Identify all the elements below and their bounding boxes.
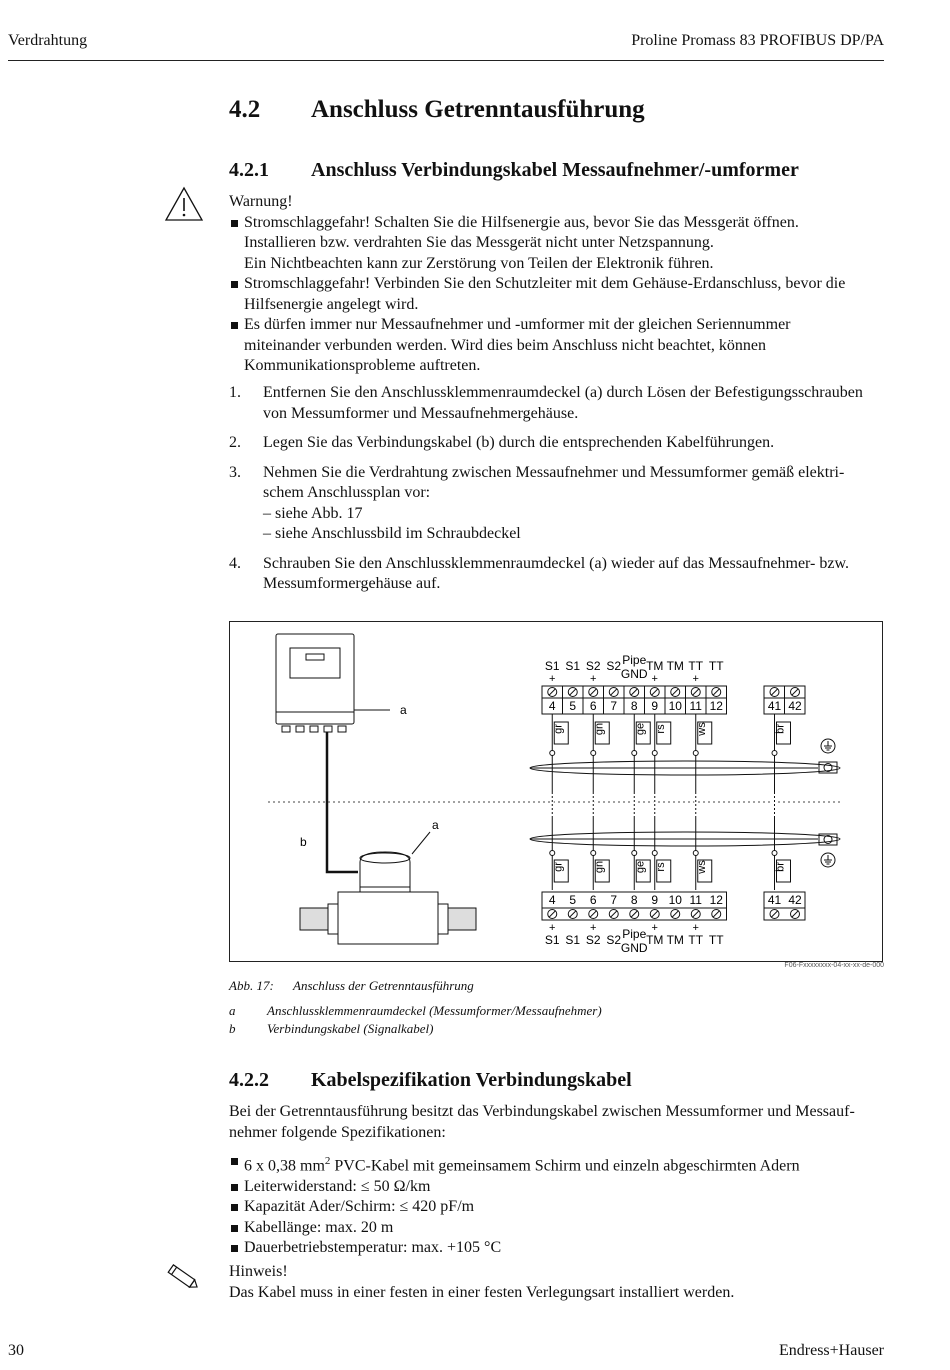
screw-slot	[570, 911, 576, 917]
terminal-number: 11	[689, 893, 702, 907]
screw-slot	[772, 911, 778, 917]
bullet-line: Stromschlaggefahr! Schalten Sie die Hilfsenergie aus, bevor Sie das Messgerät öffnen.	[244, 213, 799, 231]
plus-sign: +	[651, 922, 658, 934]
signal-label: TM	[646, 933, 664, 947]
gnd-label: GND	[620, 667, 648, 681]
signal-label: TT	[708, 659, 724, 673]
subsection-heading-2	[229, 1069, 632, 1092]
spec-item: Dauerbetriebstemperatur: max. +105 °C	[229, 1238, 884, 1259]
signal-label: S1	[565, 933, 581, 947]
subsection-title: Anschluss Verbindungskabel Messaufnehmer/-umformer	[311, 159, 799, 181]
step-number: 1.	[229, 384, 241, 401]
wire-color-label: ws	[695, 722, 708, 736]
wire-color-label: rs	[654, 724, 667, 734]
wiring-figure	[229, 621, 883, 962]
spec-item	[229, 1151, 884, 1177]
terminal-number: 9	[651, 699, 659, 713]
wire-color-label: gr	[552, 724, 565, 734]
wire-color-label: gr	[552, 862, 565, 872]
steps-list	[229, 383, 884, 604]
legend-key: b	[229, 1021, 236, 1036]
wire-color-label: gn	[593, 860, 606, 874]
subsection-title: Kabelspezifikation Verbindungskabel	[311, 1069, 632, 1091]
step-line: Entfernen Sie den Anschlussklemmenraumdeckel (a) durch Lösen der Befestigungsschrauben	[263, 384, 863, 401]
step-line: schem Anschlussplan vor:	[263, 484, 431, 501]
plus-sign: +	[692, 922, 699, 934]
step-item	[229, 463, 884, 545]
terminal-number: 12	[709, 699, 723, 713]
bullet-line: miteinander verbunden werden. Wird dies beim Anschluss nicht beachtet, können	[244, 336, 767, 354]
transmitter-housing	[276, 634, 390, 732]
caption-number: Abb. 17:	[229, 978, 274, 993]
signal-label: S2	[606, 659, 622, 673]
spec-item: Kabellänge: max. 20 m	[229, 1218, 884, 1239]
bullet-line: Hilfsenergie angelegt wird.	[244, 295, 419, 313]
terminal-number: 11	[689, 699, 702, 713]
signal-label: TT	[688, 933, 704, 947]
wire-color-label: ge	[634, 860, 647, 874]
bullet-line: Es dürfen immer nur Messaufnehmer und -umformer mit der gleichen Seriennummer	[244, 316, 791, 333]
plus-sign: +	[549, 922, 556, 934]
step-line: Legen Sie das Verbindungskabel (b) durch die entsprechenden Kabelführungen.	[263, 434, 775, 451]
screw-slot	[713, 911, 719, 917]
wire-color-label: rs	[654, 862, 667, 872]
subsection-number: 4.2.1	[229, 159, 269, 181]
spec-item: Kapazität Ader/Schirm: ≤ 420 pF/m	[229, 1197, 884, 1218]
terminal-number: 41	[767, 699, 782, 713]
wire-junction	[693, 751, 698, 756]
note-block	[229, 1262, 884, 1303]
spec-item: Leiterwiderstand: ≤ 50 Ω/km	[229, 1177, 884, 1198]
legend-text: Verbindungskabel (Signalkabel)	[267, 1021, 434, 1036]
step-item	[229, 383, 884, 424]
signal-label: TM	[646, 659, 664, 673]
wiring-diagram	[230, 622, 882, 961]
legend-row	[229, 1021, 602, 1037]
signal-label: TM	[666, 933, 684, 947]
screw-slot	[611, 689, 617, 695]
running-header-section: Verdrahtung	[8, 32, 88, 49]
terminal-number: 4	[548, 699, 556, 713]
signal-label: TT	[708, 933, 724, 947]
screw-slot	[672, 689, 678, 695]
step-item	[229, 433, 884, 454]
caption-text: Anschluss der Getrenntausführung	[293, 978, 474, 993]
pipe-label: Pipe	[622, 927, 647, 941]
terminal-number: 7	[610, 893, 618, 907]
spec-text: 6 x 0,38 mm	[244, 1157, 325, 1175]
legend-row	[229, 1003, 602, 1019]
signal-label: S1	[565, 659, 581, 673]
warning-bullet	[229, 213, 884, 275]
bullet-line: Kommunikationsprobleme auftreten.	[244, 357, 481, 374]
cable-specs	[229, 1151, 884, 1259]
plus-sign: +	[590, 673, 597, 685]
terminal-number: 8	[630, 699, 638, 713]
warning-bullet	[229, 315, 884, 377]
spec-superscript: 2	[324, 1155, 331, 1167]
warning-block	[229, 192, 884, 377]
page-number: 30	[8, 1342, 24, 1359]
step-line: – siehe Abb. 17	[263, 504, 363, 522]
gnd-label: GND	[620, 941, 648, 955]
warning-label: Warnung!	[229, 193, 293, 210]
subsection-heading-1	[229, 159, 799, 182]
step-line: Messumformergehäuse auf.	[263, 575, 441, 592]
terminal-number: 5	[569, 893, 577, 907]
subsection-number: 4.2.2	[229, 1069, 269, 1091]
note-label: Hinweis!	[229, 1263, 288, 1280]
screw-slot	[590, 911, 596, 917]
label-a-bottom: a	[432, 818, 439, 832]
plus-sign: +	[692, 673, 699, 685]
label-b: b	[300, 835, 307, 849]
step-number: 3.	[229, 463, 241, 481]
screw-slot	[672, 911, 678, 917]
shield-clamp-screw	[824, 836, 832, 844]
signal-label: S1	[544, 933, 560, 947]
label-a-top: a	[400, 703, 407, 717]
wire-color-label: gn	[593, 722, 606, 736]
plus-sign: +	[549, 673, 556, 685]
terminal-number: 12	[709, 893, 723, 907]
terminal-number: 6	[589, 893, 597, 907]
wire-junction	[632, 751, 637, 756]
bullet-line: Ein Nichtbeachten kann zur Zerstörung von Teilen der Elektronik führen.	[244, 254, 714, 272]
step-number: 2.	[229, 434, 241, 451]
step-line: Nehmen Sie die Verdrahtung zwischen Messaufnehmer und Messumformer gemäß elektri-	[263, 463, 845, 481]
wire-color-label: ge	[634, 722, 647, 736]
wire-color-label: br	[774, 862, 787, 872]
screw-slot	[792, 689, 798, 695]
signal-label: S2	[585, 659, 601, 673]
step-line: Schrauben Sie den Anschlussklemmenraumdeckel (a) wieder auf das Messaufnehmer- bzw.	[263, 554, 849, 572]
terminal-number: 10	[668, 699, 682, 713]
section-heading	[229, 96, 645, 124]
wire-junction	[550, 851, 555, 856]
running-header-product: Proline Promass 83 PROFIBUS DP/PA	[631, 32, 884, 49]
screw-slot	[693, 689, 699, 695]
plus-sign: +	[590, 922, 597, 934]
screw-slot	[631, 911, 637, 917]
pencil-note-icon	[162, 1262, 202, 1297]
legend-key: a	[229, 1003, 236, 1018]
bullet-line: Installieren bzw. verdrahten Sie das Messgerät nicht unter Netzspannung.	[244, 234, 714, 251]
screw-slot	[590, 689, 596, 695]
step-item	[229, 554, 884, 595]
screw-slot	[792, 911, 798, 917]
step-line: – siehe Anschlussbild im Schraubdeckel	[263, 525, 521, 542]
wire-junction	[652, 851, 657, 856]
terminal-number: 5	[569, 699, 577, 713]
wire-junction	[772, 751, 777, 756]
wire-junction	[632, 851, 637, 856]
step-number: 4.	[229, 554, 241, 572]
terminal-diagram	[530, 653, 840, 955]
warning-bullet	[229, 274, 884, 315]
cable-intro	[229, 1102, 884, 1143]
intro-line: Bei der Getrenntausführung besitzt das Verbindungskabel zwischen Messumformer und Messauf-	[229, 1103, 855, 1120]
spec-text: PVC-Kabel mit gemeinsamem Schirm und einzeln abgeschirmten Adern	[330, 1157, 800, 1175]
terminal-number: 10	[668, 893, 682, 907]
screw-slot	[772, 689, 778, 695]
wire-junction	[550, 751, 555, 756]
terminal-number: 42	[788, 893, 802, 907]
section-title: Anschluss Getrenntausführung	[311, 96, 645, 123]
figure-legend	[229, 1003, 602, 1037]
screw-slot	[570, 689, 576, 695]
terminal-number: 6	[589, 699, 597, 713]
brand-footer: Endress+Hauser	[779, 1342, 884, 1359]
signal-label: TM	[666, 659, 684, 673]
screw-slot	[549, 911, 555, 917]
wire-color-label: br	[774, 724, 787, 734]
terminal-number: 8	[630, 893, 638, 907]
screw-slot	[652, 911, 658, 917]
signal-label: S1	[544, 659, 560, 673]
screw-slot	[611, 911, 617, 917]
wire-junction	[693, 851, 698, 856]
note-text: Das Kabel muss in einer festen in einer festen Verlegungsart installiert werden.	[229, 1283, 735, 1301]
wire-junction	[591, 851, 596, 856]
terminal-number: 41	[767, 893, 782, 907]
wire-color-label: ws	[695, 860, 708, 874]
leader-a-bottom	[412, 832, 430, 854]
terminal-number: 42	[788, 699, 802, 713]
screw-slot	[713, 689, 719, 695]
terminal-number: 7	[610, 699, 618, 713]
terminal-number: 9	[651, 893, 659, 907]
wire-junction	[772, 851, 777, 856]
step-line: von Messumformer und Messaufnehmergehäuse.	[263, 404, 579, 422]
bullet-line: Stromschlaggefahr! Verbinden Sie den Schutzleiter mit dem Gehäuse-Erdanschluss, bevor die	[244, 275, 846, 292]
screw-slot	[693, 911, 699, 917]
plus-sign: +	[651, 673, 658, 685]
screw-slot	[631, 689, 637, 695]
signal-label: TT	[688, 659, 704, 673]
signal-label: S2	[606, 933, 622, 947]
wire-junction	[591, 751, 596, 756]
figure-caption	[229, 976, 474, 997]
section-number: 4.2	[229, 96, 261, 123]
screw-slot	[549, 689, 555, 695]
screw-slot	[652, 689, 658, 695]
intro-line: nehmer folgende Spezifikationen:	[229, 1123, 446, 1141]
legend-text: Anschlussklemmenraumdeckel (Messumformer/Messaufnehmer)	[267, 1003, 602, 1018]
shield-clamp-screw	[824, 764, 832, 772]
signal-label: S2	[585, 933, 601, 947]
figure-code: F06-Fxxxxxxxx-04-xx-xx-de-000	[784, 962, 884, 969]
terminal-number: 4	[548, 893, 556, 907]
pipe-label: Pipe	[622, 653, 647, 667]
warning-icon	[164, 186, 204, 227]
header-rule	[8, 60, 884, 61]
wire-junction	[652, 751, 657, 756]
